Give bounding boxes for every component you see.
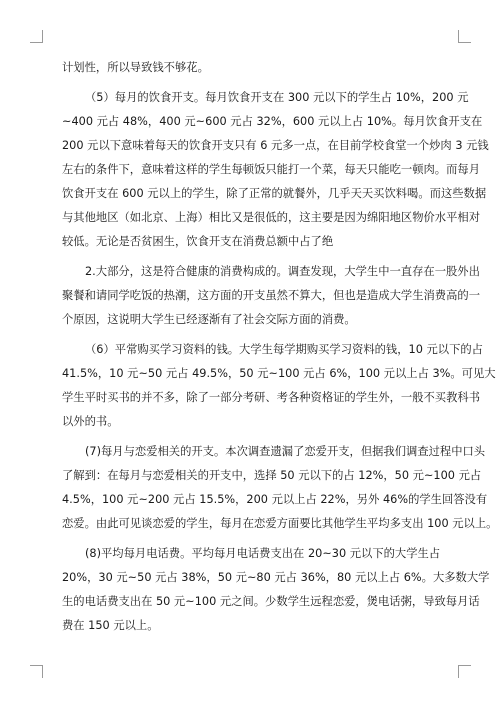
text-line: 费在 150 元以上。 xyxy=(62,619,159,632)
corner-mark-bottom-right xyxy=(458,665,471,678)
text-line: 聚餐和请同学吃饭的热潮，这方面的开支虽然不算大，但也是造成大学生消费高的一 xyxy=(62,289,480,302)
text-line: 恋爱。由此可见谈恋爱的学生，每月在恋爱方面要比其他学生平均多支出 100 元以上。 xyxy=(62,517,498,530)
text-line: 学生平时买书的并不多，除了一部分考研、考各种资格证的学生外，一般不买教科书 xyxy=(62,391,480,404)
text-line: 与其他地区（如北京、上海）相比又是很低的，这主要是因为绵阳地区物价水平相对 xyxy=(62,211,480,224)
text-line: 4.5%，100 元~200 元占 15.5%，200 元以上占 22%，另外 46%的学生回答没有 xyxy=(62,493,488,506)
text-line: （5）每月的饮食开支。每月饮食开支在 300 元以下的学生占 10%，200 元 xyxy=(85,91,469,104)
text-line: 计划性，所以导致钱不够花。 xyxy=(62,61,209,74)
text-line: 以外的书。 xyxy=(62,415,119,428)
text-line: (8)平均每月电话费。平均每月电话费支出在 20~30 元以下的大学生占 xyxy=(85,547,441,560)
text-line: 较低。无论是否贫困生，饮食开支在消费总额中占了绝 xyxy=(62,235,334,248)
corner-mark-bottom-left xyxy=(30,665,43,678)
corner-mark-top-right xyxy=(458,30,471,43)
text-line: （6）平常购买学习资料的钱。大学生每学期购买学习资料的钱，10 元以下的占 xyxy=(85,343,483,356)
text-line: 200 元以下意味着每天的饮食开支只有 6 元多一点，在目前学校食堂一个炒肉 3 元钱 xyxy=(62,139,489,152)
document-body xyxy=(62,56,498,638)
corner-mark-top-left xyxy=(30,30,43,43)
text-line: 2.大部分，这是符合健康的消费构成的。调查发现，大学生中一直存在一股外出 xyxy=(85,265,480,278)
text-line: 个原因，这说明大学生已经逐渐有了社会交际方面的消费。 xyxy=(62,313,356,326)
text-line: (7)每月与恋爱相关的开支。本次调查遗漏了恋爱开支，但据我们调查过程中口头 xyxy=(85,445,486,458)
text-line: 饮食开支在 600 元以上的学生，除了正常的就餐外，几乎天天买饮料喝。而这些数据 xyxy=(62,187,487,200)
text-line: 了解到：在每月与恋爱相关的开支中，选择 50 元以下的占 12%，50 元~100 元占 xyxy=(62,469,482,482)
text-line: 生的电话费支出在 50 元~100 元之间。少数学生远程恋爱，煲电话粥，导致每月话 xyxy=(62,595,480,608)
text-line: 左右的条件下，意味着这样的学生每顿饭只能打一个菜，每天只能吃一顿肉。而每月 xyxy=(62,163,480,176)
text-line: 41.5%，10 元~50 元占 49.5%，50 元~100 元占 6%，100 元以上占 3%。可见大 xyxy=(62,367,496,380)
text-line: 20%，30 元~50 元占 38%，50 元~80 元占 36%，80 元以上占 6%。大多数大学 xyxy=(62,571,490,584)
text-line: ~400 元占 48%，400 元~600 元占 32%，600 元以上占 10%。每月饮食开支在 xyxy=(62,115,483,128)
